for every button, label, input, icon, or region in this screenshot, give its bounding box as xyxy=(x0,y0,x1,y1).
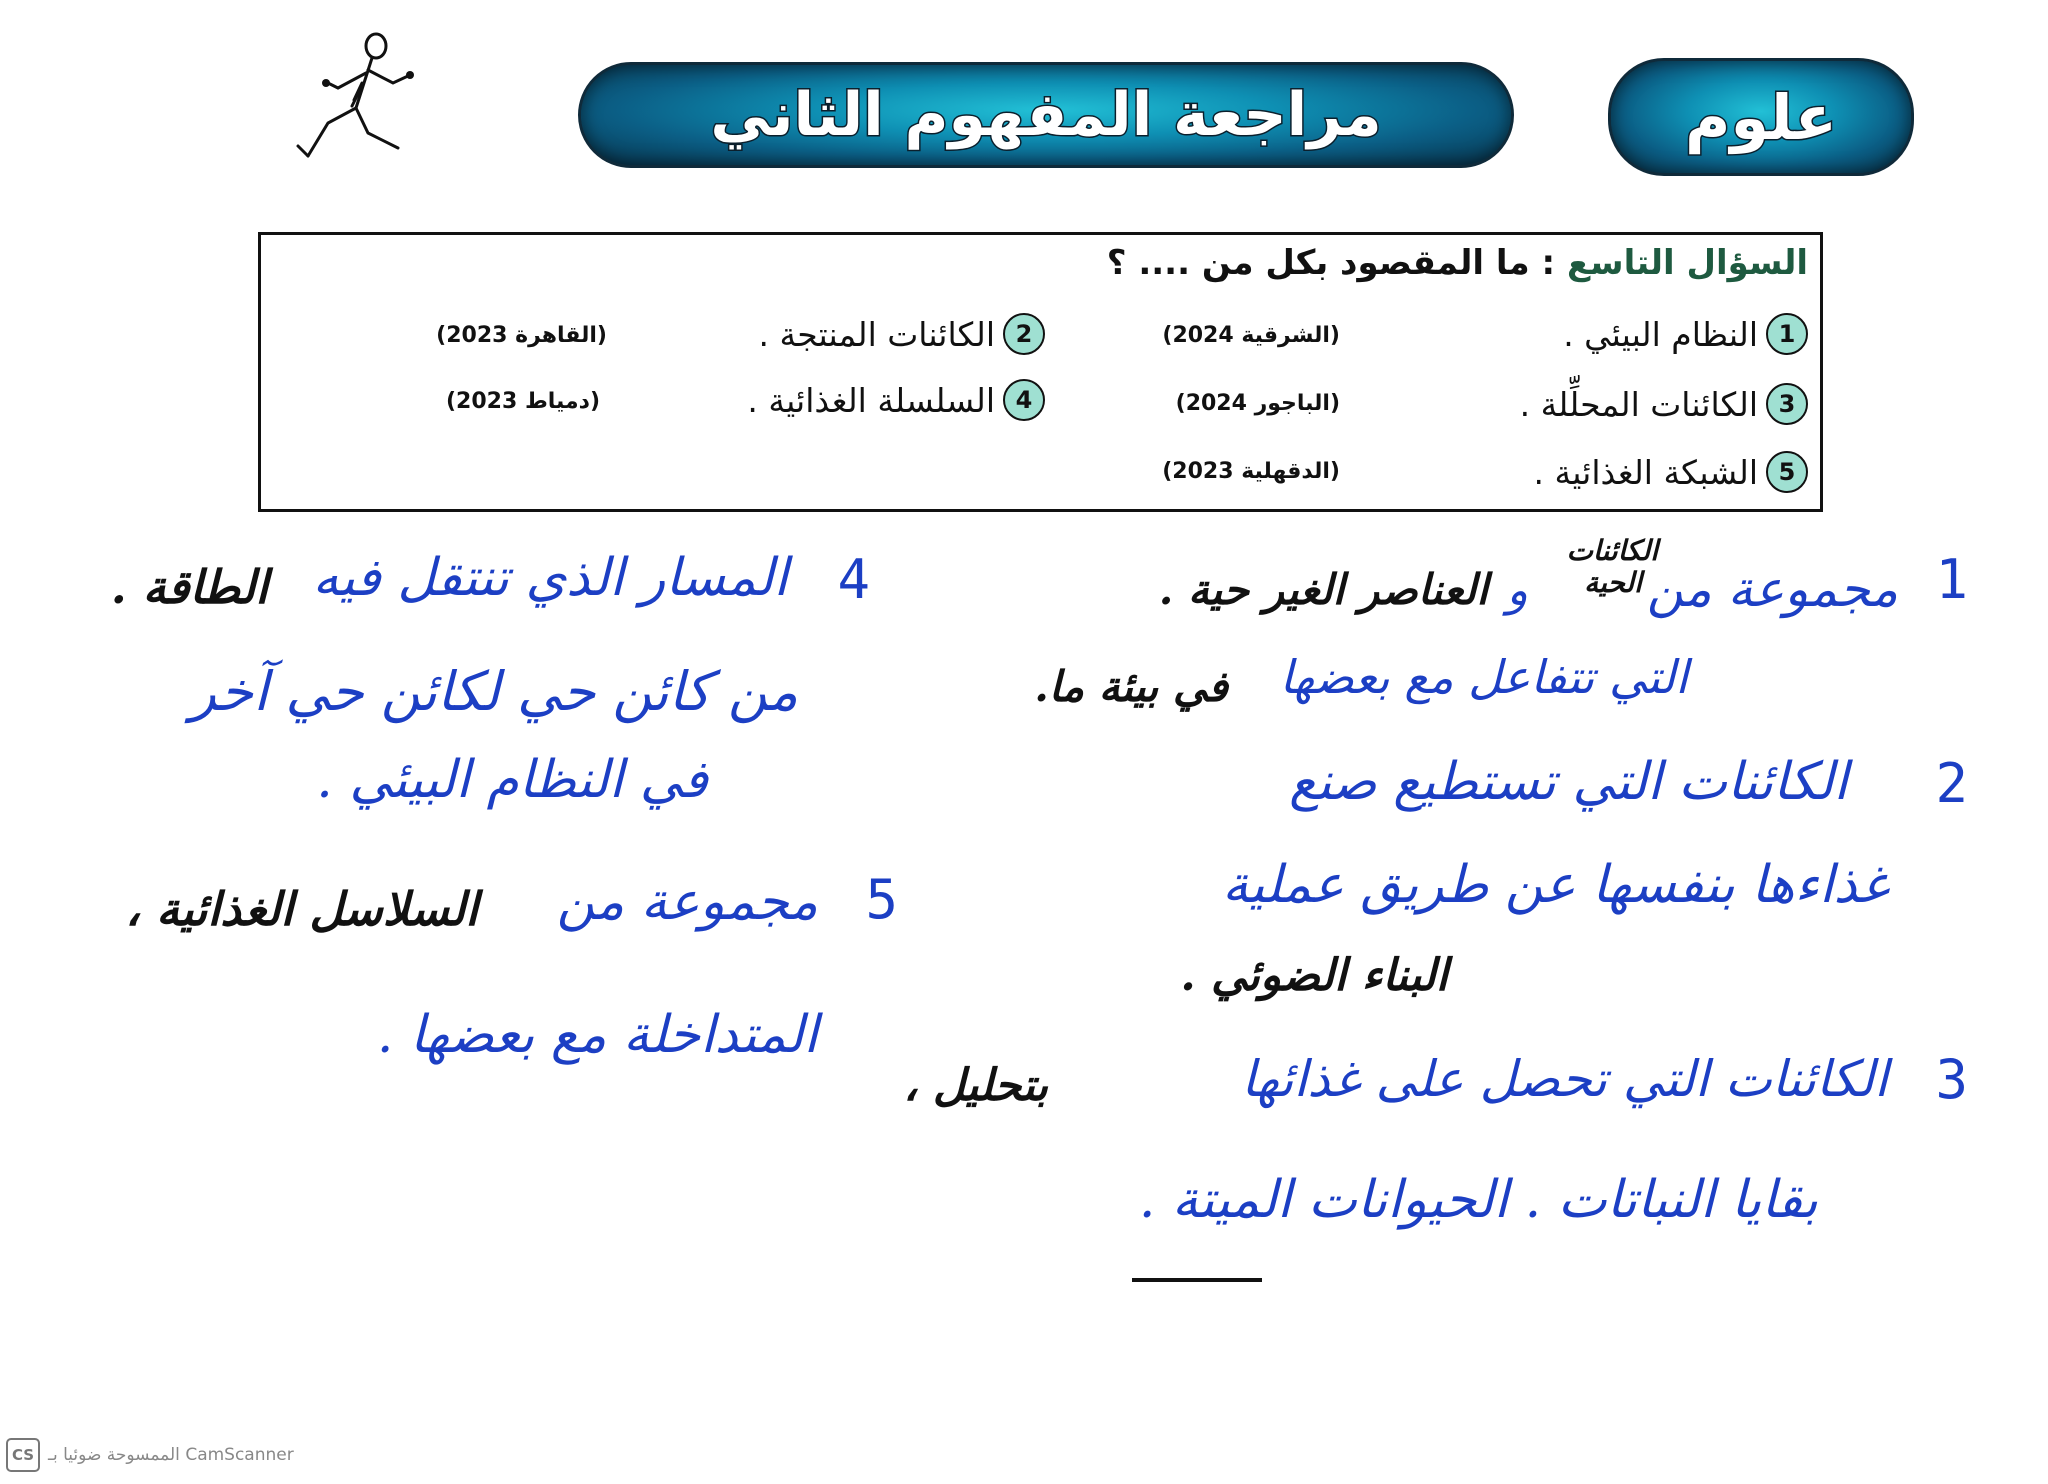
answer-2-line-2: غذاءها بنفسها عن طريق عملية xyxy=(1222,855,1888,915)
answer-4-line-1-black: الطاقة . xyxy=(110,560,268,614)
title-banner xyxy=(578,62,1514,168)
answer-3-line-2: بقايا النباتات . الحيوانات الميتة . xyxy=(1138,1170,1818,1230)
item-number-badge: 4 xyxy=(1003,379,1045,421)
item-source: (الدقهلية 2023) xyxy=(1162,459,1340,484)
camscanner-logo: CS xyxy=(6,1438,40,1472)
answer-4-line-1-blue: المسار الذي تنتقل فيه xyxy=(312,548,788,608)
item-1 xyxy=(1563,313,1808,355)
answer-2-number: 2 xyxy=(1935,752,1968,815)
answer-5-line-1-blue: مجموعة من xyxy=(556,872,818,932)
answer-1-line-1: مجموعة من xyxy=(1646,560,1898,618)
item-text: النظام البيئي . xyxy=(1563,314,1758,354)
question-header xyxy=(1107,243,1808,283)
underline-mark xyxy=(1132,1278,1262,1282)
item-5 xyxy=(1534,451,1808,493)
item-text: السلسلة الغذائية . xyxy=(747,380,995,420)
answer-4-line-3: في النظام البيئي . xyxy=(316,750,708,810)
answer-5-number: 5 xyxy=(865,868,898,931)
item-number-badge: 1 xyxy=(1766,313,1808,355)
subject-banner xyxy=(1608,58,1914,176)
answer-3-line-1-blue: الكائنات التي تحصل على غذائها xyxy=(1241,1050,1888,1108)
item-number-badge: 5 xyxy=(1766,451,1808,493)
answer-1-number: 1 xyxy=(1935,548,1968,611)
answer-2-line-1: الكائنات التي تستطيع صنع xyxy=(1289,752,1848,812)
item-source: (دمياط 2023) xyxy=(445,389,600,414)
answer-3-line-1-black: بتحليل ، xyxy=(903,1060,1048,1111)
item-number-badge: 2 xyxy=(1003,313,1045,355)
question-prompt: : ما المقصود بكل من .... ؟ xyxy=(1106,243,1556,283)
question-label: السؤال التاسع xyxy=(1566,243,1808,283)
item-text: الكائنات المحلِّلة . xyxy=(1519,384,1758,424)
item-2 xyxy=(759,313,1045,355)
item-text: الكائنات المنتجة . xyxy=(758,314,995,354)
answer-5-line-2: المتداخلة مع بعضها . xyxy=(376,1005,818,1065)
running-figure-icon xyxy=(268,28,428,168)
answer-2-line-3: البناء الضوئي . xyxy=(1180,950,1448,1001)
item-text: الشبكة الغذائية . xyxy=(1533,452,1758,492)
answer-5-line-1-black: السلاسل الغذائية ، xyxy=(125,882,478,936)
answer-4-line-2: من كائن حي لكائن حي آخر xyxy=(190,660,798,723)
answer-1-line-2-black: في بيئة ما. xyxy=(1034,662,1228,711)
item-source: (القاهرة 2023) xyxy=(436,323,607,348)
item-3 xyxy=(1520,383,1808,425)
item-source: (الباجور 2024) xyxy=(1175,391,1340,416)
item-4 xyxy=(747,379,1045,421)
scanner-watermark xyxy=(6,1438,294,1472)
item-number-badge: 3 xyxy=(1766,383,1808,425)
question-box xyxy=(258,232,1823,512)
answer-4-number: 4 xyxy=(837,548,870,611)
subject-label: علوم xyxy=(1685,80,1837,154)
page-title: مراجعة المفهوم الثاني xyxy=(710,80,1382,150)
answer-1-above-note: الكائنات الحية xyxy=(1566,534,1658,599)
answer-1-black-text: العناصر الغير حية . xyxy=(1158,565,1488,614)
answer-1-line-2-blue: التي تتفاعل مع بعضها xyxy=(1279,650,1688,704)
answer-3-number: 3 xyxy=(1935,1048,1968,1111)
answer-1-conjunction: و xyxy=(1506,565,1528,616)
item-source: (الشرقية 2024) xyxy=(1162,323,1340,348)
watermark-text: الممسوحة ضوئيا بـ CamScanner xyxy=(48,1445,294,1465)
